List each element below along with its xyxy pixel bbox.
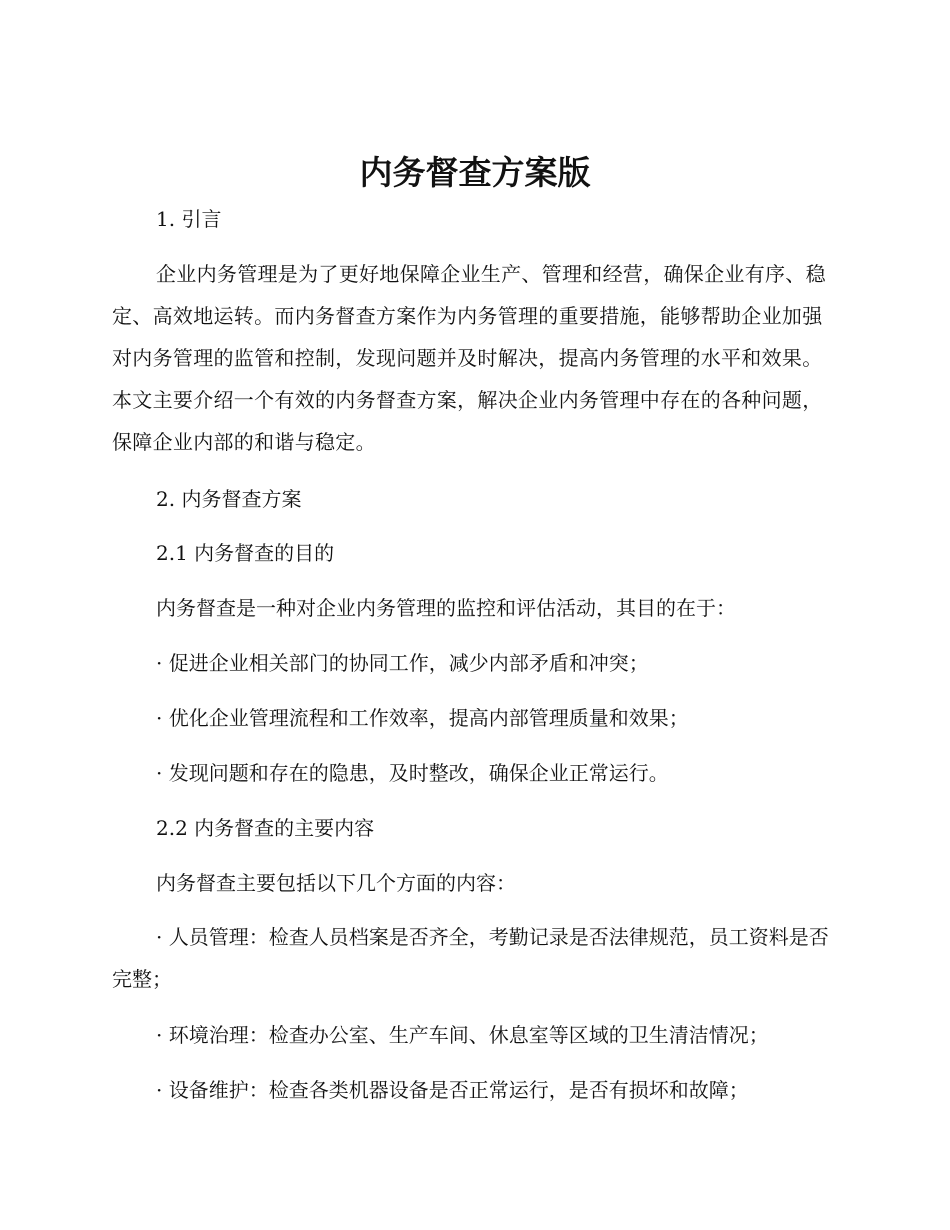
content-item: · 设备维护：检查各类机器设备是否正常运行，是否有损坏和故障；: [156, 1078, 749, 1102]
purpose-intro: 内务督查是一种对企业内务管理的监控和评估活动，其目的在于：: [156, 596, 736, 620]
purpose-item: · 优化企业管理流程和工作效率，提高内部管理质量和效果；: [156, 706, 689, 730]
intro-paragraph: 企业内务管理是为了更好地保障企业生产、管理和经营，确保企业有序、稳定、高效地运转。而内务督查方案作为内务管理的重要措施，能够帮助企业加强对内务管理的监管和控制，发现问题并及时解决，提高内务管理的水平和效果。本文主要介绍一个有效的内务督查方案，解决企业内务管理中存在的各种问题，保障企业内部的和谐与稳定。: [112, 262, 826, 454]
content-intro: 内务督查主要包括以下几个方面的内容：: [156, 871, 516, 895]
section-heading-2: 2. 内务督查方案: [156, 487, 302, 511]
section-heading-2-1: 2.1 内务督查的目的: [156, 541, 335, 565]
purpose-item: · 发现问题和存在的隐患，及时整改，确保企业正常运行。: [156, 761, 669, 785]
content-item: · 环境治理：检查办公室、生产车间、休息室等区域的卫生清洁情况；: [156, 1023, 769, 1047]
content-item: · 人员管理：检查人员档案是否齐全，考勤记录是否法律规范，员工资料是否完整；: [112, 925, 829, 991]
section-heading-1: 1. 引言: [156, 207, 222, 231]
document-title: 内务督查方案版: [359, 153, 591, 192]
section-heading-2-2: 2.2 内务督查的主要内容: [156, 816, 375, 840]
purpose-item: · 促进企业相关部门的协同工作，减少内部矛盾和冲突；: [156, 651, 649, 675]
